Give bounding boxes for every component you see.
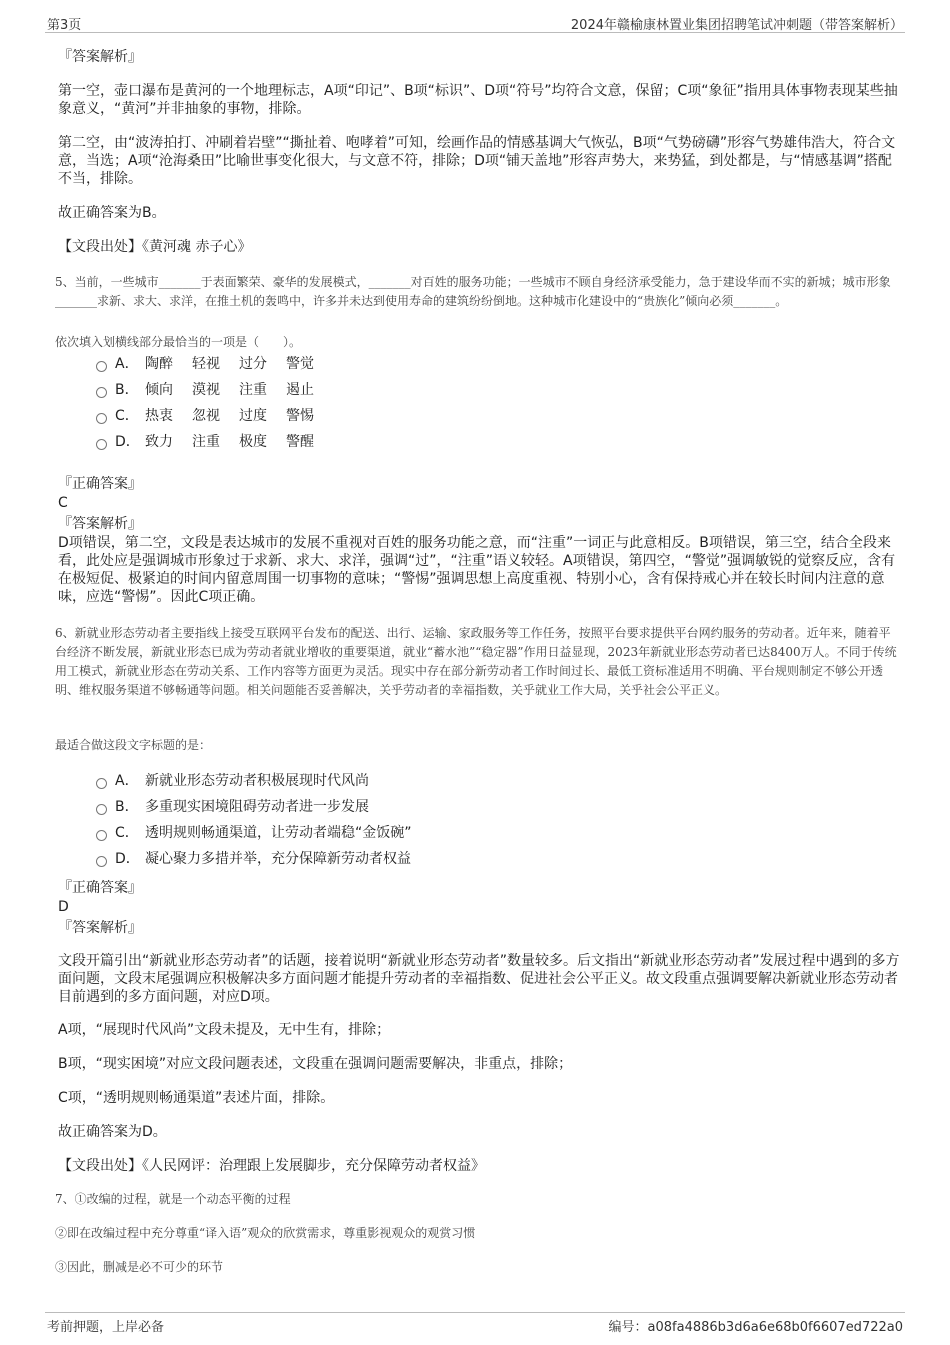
q7-sentence-3: ③因此，删减是必不可少的环节 bbox=[55, 1260, 224, 1274]
radio-icon[interactable] bbox=[96, 361, 107, 372]
page-footer bbox=[45, 1312, 905, 1335]
q4-conclusion: 故正确答案为B。 bbox=[58, 205, 166, 221]
radio-icon[interactable] bbox=[96, 387, 107, 398]
radio-icon[interactable] bbox=[96, 778, 107, 789]
q7-sentence-2: ②即在改编过程中充分尊重“译入语”观众的欣赏需求，尊重影视观众的观赏习惯 bbox=[55, 1226, 476, 1240]
q5-stem: 5、当前，一些城市_______于表面繁荣、豪华的发展模式，_______对百姓的服务功能；一些城市不顾自身经济承受能力，急于建设华而不实的新城；城市形象_______求新、求大、求洋，在推土机的轰鸣中，许多并未达到使用寿命的建筑纷纷倒地。这种城市化建设中的“贵族化”倾向必须_______。 bbox=[55, 275, 891, 308]
page-header bbox=[45, 12, 905, 33]
q5-option-c[interactable]: C． 热衷 忽视 过度 警惕 bbox=[96, 406, 333, 426]
radio-icon[interactable] bbox=[96, 413, 107, 424]
radio-icon[interactable] bbox=[96, 856, 107, 867]
q7-sentence-1: 7、①改编的过程，就是一个动态平衡的过程 bbox=[55, 1192, 291, 1206]
q5-analysis: D项错误，第二空，文段是表达城市的发展不重视对百姓的服务功能之意，而“注重”一词正与此意相反。B项错误，第三空，结合全段来看，此处应是强调城市形象过于求新、求大、求洋，强调“过”，“注重”语义较轻。A项错误，第四空，“警觉”强调敏锐的觉察反应，含有在极短促、极紧迫的时间内留意周围一切事物的意味；“警惕”强调思想上高度重视、特别小心，含有保持戒心并在较长时间内注意的意味，应选“警惕”。因此C项正确。 bbox=[58, 535, 896, 605]
q6-option-b[interactable]: B． 多重现实困境阻碍劳动者进一步发展 bbox=[96, 797, 369, 817]
q4-analysis-p2: 第二空，由“波涛拍打、冲刷着岩壁”“撕扯着、咆哮着”可知，绘画作品的情感基调大气恢弘，B项“气势磅礴”形容气势雄伟浩大，符合文意，当选；A项“沧海桑田”比喻世事变化很大，与文意不符，排除；D项“铺天盖地”形容声势大，来势猛，到处都是，与“情感基调”搭配不当，排除。 bbox=[58, 135, 896, 187]
radio-icon[interactable] bbox=[96, 804, 107, 815]
q5-option-b[interactable]: B． 倾向 漠视 注重 遏止 bbox=[96, 380, 333, 400]
q6-analysis-label: 『答案解析』 bbox=[58, 920, 142, 936]
q5-answer: C bbox=[58, 495, 68, 511]
q6-analysis-b: B项，“现实困境”对应文段问题表述，文段重在强调问题需要解决，非重点，排除； bbox=[58, 1056, 573, 1072]
q6-stem: 6、新就业形态劳动者主要指线上接受互联网平台发布的配送、出行、运输、家政服务等工作任务，按照平台要求提供平台网约服务的劳动者。近年来，随着平台经济不断发展，新就业形态已成为劳动者就业增收的重要渠道，就业“蓄水池”“稳定器”作用日益显现，2023年新就业形态劳动者已达8400万人。不同于传统用工模式，新就业形态在劳动关系、工作内容等方面更为灵活。现实中存在部分新劳动者工作时间过长、最低工资标准适用不明确、平台规则制定不够公开透明、维权服务渠道不够畅通等问题。相关问题能否妥善解决，关乎劳动者的幸福指数，关乎就业工作大局，关乎社会公平正义。 bbox=[55, 626, 897, 697]
q6-option-a[interactable]: A． 新就业形态劳动者积极展现时代风尚 bbox=[96, 771, 369, 791]
q6-option-c[interactable]: C． 透明规则畅通渠道，让劳动者端稳“金饭碗” bbox=[96, 823, 412, 843]
q6-option-d[interactable]: D． 凝心聚力多措并举，充分保障新劳动者权益 bbox=[96, 849, 411, 869]
q5-analysis-label: 『答案解析』 bbox=[58, 516, 142, 532]
q6-analysis-p1: 文段开篇引出“新就业形态劳动者”的话题，接着说明“新就业形态劳动者”数量较多。后文指出“新就业形态劳动者”发展过程中遇到的多方面问题，文段末尾强调应积极解决多方面问题才能提升劳动者的幸福指数、促进社会公平正义。故文段重点强调要解决新就业形态劳动者目前遇到的多方面问题，对应D项。 bbox=[58, 953, 900, 1005]
q5-option-a[interactable]: A． 陶醉 轻视 过分 警觉 bbox=[96, 354, 333, 374]
q6-prompt: 最适合做这段文字标题的是： bbox=[55, 738, 212, 752]
q5-option-d[interactable]: D． 致力 注重 极度 警醒 bbox=[96, 432, 333, 452]
footer-slogan: 考前押题，上岸必备 bbox=[47, 1320, 165, 1335]
page-number: 第3页 bbox=[47, 18, 82, 33]
q5-answer-label: 『正确答案』 bbox=[58, 476, 142, 492]
radio-icon[interactable] bbox=[96, 830, 107, 841]
q6-answer-label: 『正确答案』 bbox=[58, 880, 142, 896]
q4-source: 【文段出处】《黄河魂 赤子心》 bbox=[58, 239, 252, 255]
q5-prompt: 依次填入划横线部分最恰当的一项是（ ）。 bbox=[55, 335, 302, 349]
q6-source: 【文段出处】《人民网评：治理跟上发展脚步，充分保障劳动者权益》 bbox=[58, 1158, 485, 1174]
q6-analysis-c: C项，“透明规则畅通渠道”表述片面，排除。 bbox=[58, 1090, 335, 1106]
q6-analysis-a: A项，“展现时代风尚”文段未提及，无中生有，排除； bbox=[58, 1022, 391, 1038]
q4-analysis-label: 『答案解析』 bbox=[58, 49, 142, 65]
radio-icon[interactable] bbox=[96, 439, 107, 450]
q4-analysis-p1: 第一空，壶口瀑布是黄河的一个地理标志，A项“印记”、B项“标识”、D项“符号”均符合文意，保留；C项“象征”指用具体事物表现某些抽象意义，“黄河”并非抽象的事物，排除。 bbox=[58, 83, 898, 117]
q6-conclusion: 故正确答案为D。 bbox=[58, 1124, 167, 1140]
document-title: 2024年赣榆康林置业集团招聘笔试冲刺题（带答案解析） bbox=[570, 18, 903, 33]
document-code: 编号：a08fa4886b3d6a6e68b0f6607ed722a0 bbox=[608, 1320, 903, 1335]
q6-answer: D bbox=[58, 899, 69, 915]
